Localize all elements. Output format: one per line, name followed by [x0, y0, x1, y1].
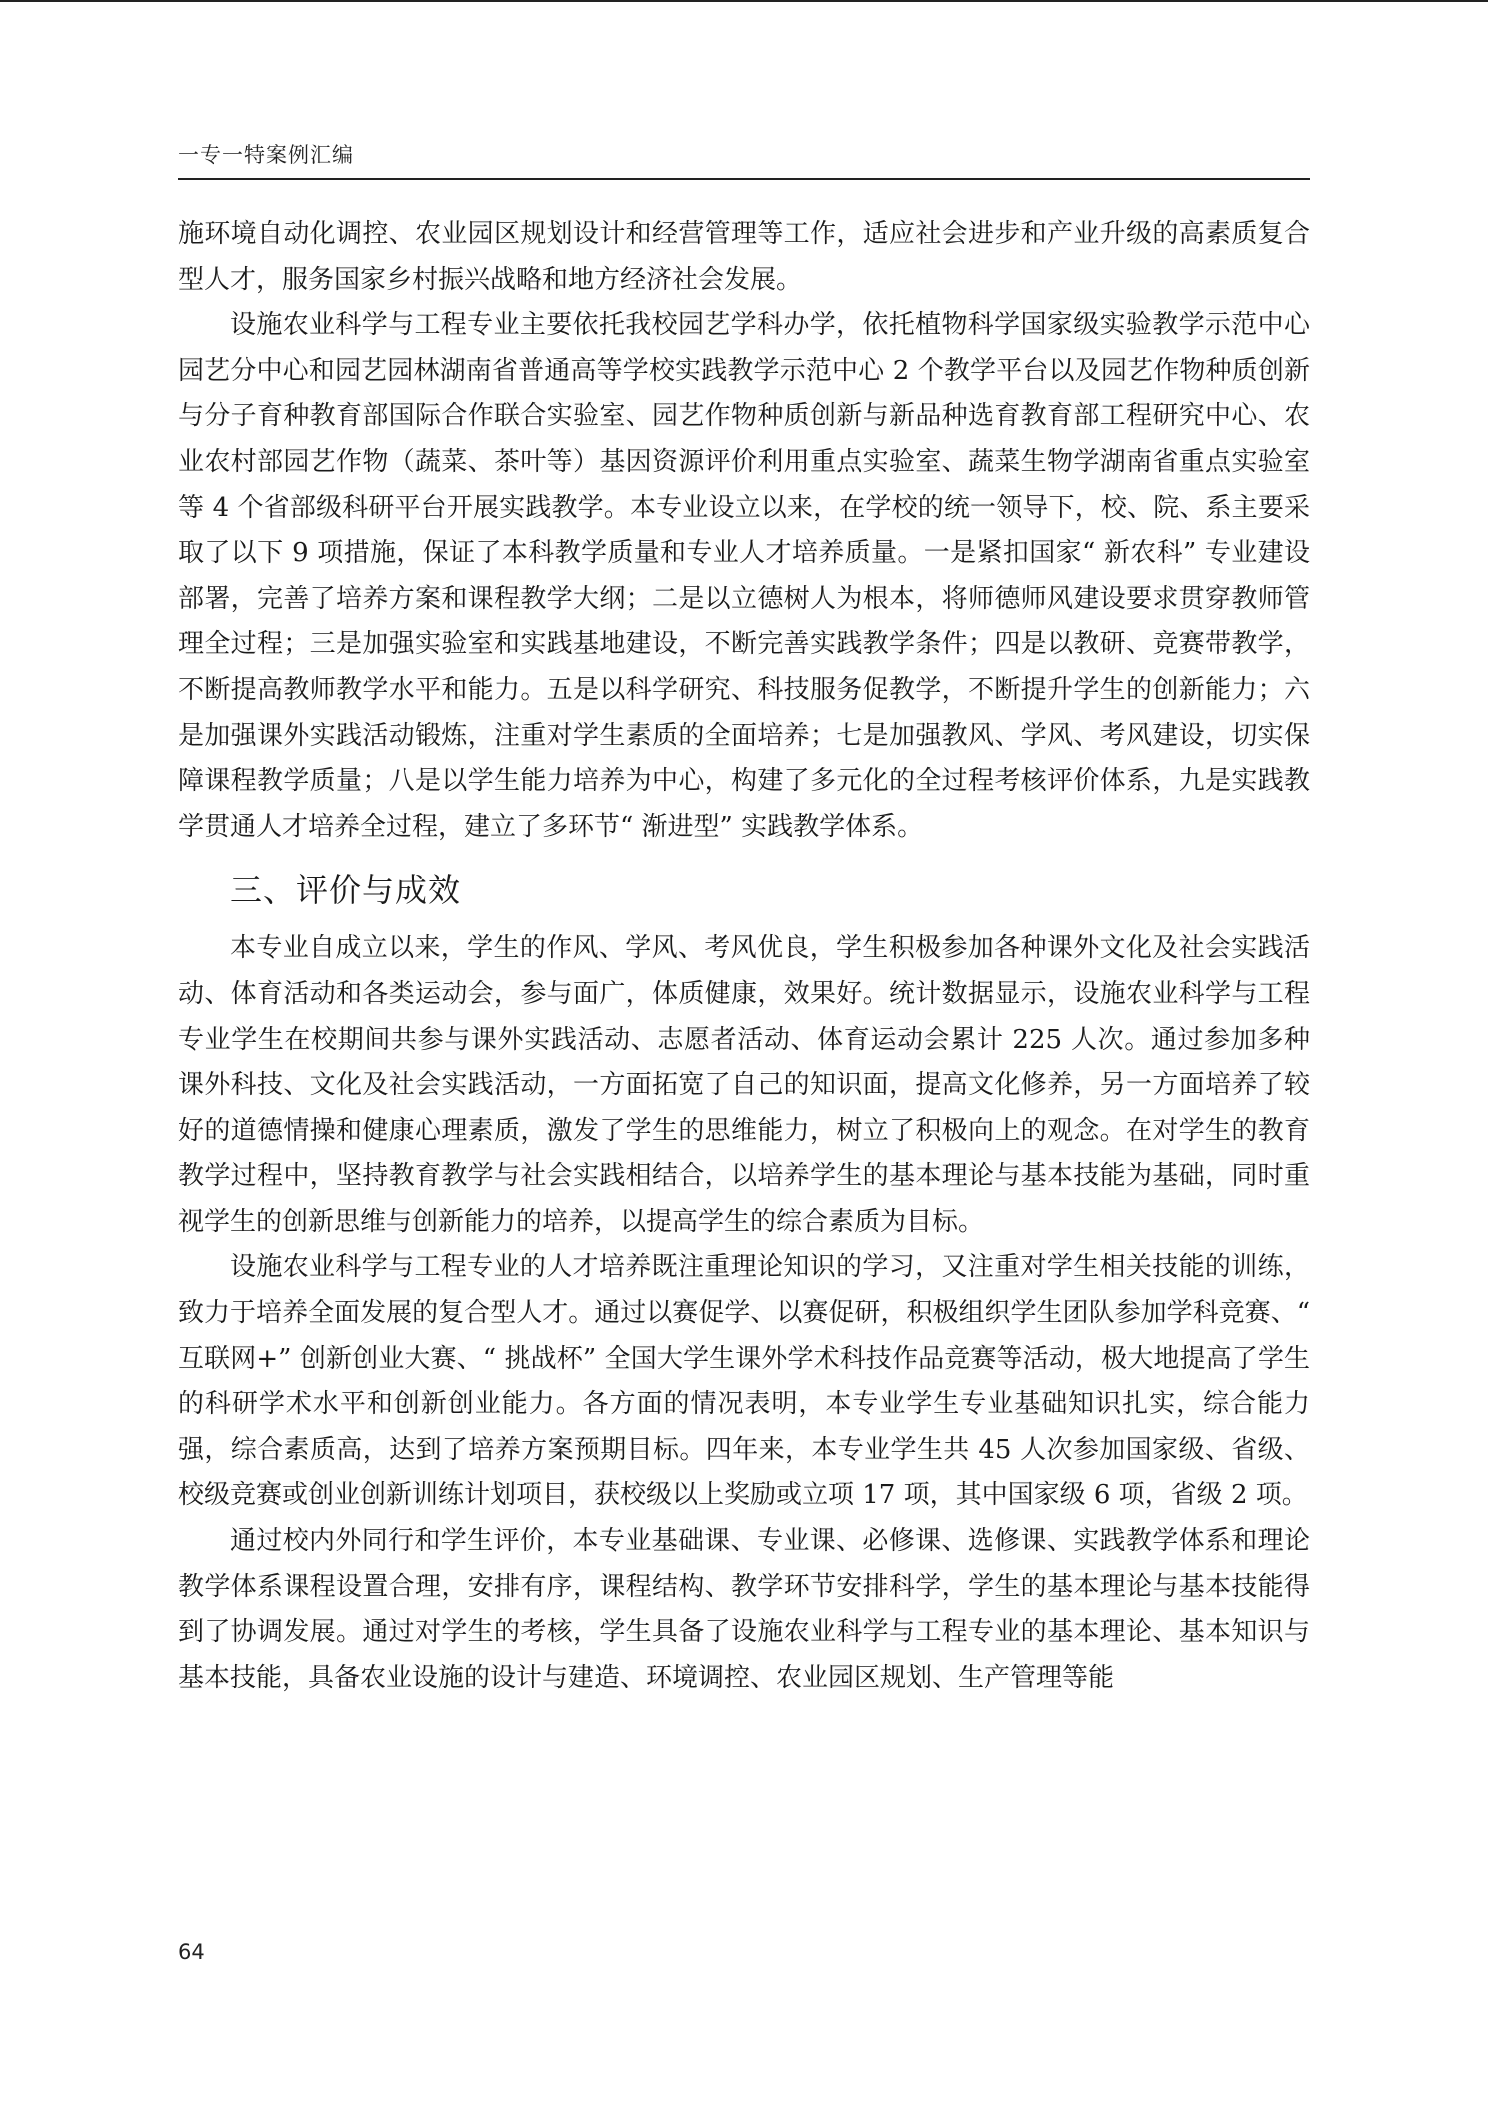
top-border-rule	[0, 0, 1488, 2]
paragraph-student-activities: 本专业自成立以来，学生的作风、学风、考风优良，学生积极参加各种课外文化及社会实践活动、体育活动和各类运动会，参与面广，体质健康，效果好。统计数据显示，设施农业科学与工程专业学生在校期间共参与课外实践活动、志愿者活动、体育运动会累计 225 人次。通过参加多种课外科技、文化及社会实践活动，一方面拓宽了自己的知识面，提高文化修养，另一方面培养了较好的道德情操和健康心理素质，激发了学生的思维能力，树立了积极向上的观念。在对学生的教育教学过程中，坚持教育教学与社会实践相结合，以培养学生的基本理论与基本技能为基础，同时重视学生的创新思维与创新能力的培养，以提高学生的综合素质为目标。	[178, 933, 1310, 1237]
paragraph-continued: 施环境自动化调控、农业园区规划设计和经营管理等工作，适应社会进步和产业升级的高素质复合型人才，服务国家乡村振兴战略和地方经济社会发展。	[178, 219, 1310, 295]
page-number: 64	[178, 1940, 205, 1964]
body-text	[178, 212, 1310, 1701]
paragraph-practice-platforms: 设施农业科学与工程专业主要依托我校园艺学科办学，依托植物科学国家级实验教学示范中心园艺分中心和园艺园林湖南省普通高等学校实践教学示范中心 2 个教学平台以及园艺作物种质创新与分子育种教育部国际合作联合实验室、园艺作物种质创新与新品种选育教育部工程研究中心、农业农村部园艺作物（蔬菜、茶叶等）基因资源评价利用重点实验室、蔬菜生物学湖南省重点实验室等 4 个省部级科研平台开展实践教学。本专业设立以来，在学校的统一领导下，校、院、系主要采取了以下 9 项措施，保证了本科教学质量和专业人才培养质量。一是紧扣国家“ 新农科” 专业建设部署，完善了培养方案和课程教学大纲；二是以立德树人为根本，将师德师风建设要求贯穿教师管理全过程；三是加强实验室和实践基地建设，不断完善实践教学条件；四是以教研、竞赛带教学，不断提高教师教学水平和能力。五是以科学研究、科技服务促教学，不断提升学生的创新能力；六是加强课外实践活动锻炼，注重对学生素质的全面培养；七是加强教风、学风、考风建设，切实保障课程教学质量；八是以学生能力培养为中心，构建了多元化的全过程考核评价体系，九是实践教学贯通人才培养全过程，建立了多环节“ 渐进型” 实践教学体系。	[178, 310, 1310, 842]
paragraph-talent-cultivation: 设施农业科学与工程专业的人才培养既注重理论知识的学习，又注重对学生相关技能的训练，致力于培养全面发展的复合型人才。通过以赛促学、以赛促研，积极组织学生团队参加学科竞赛、“ 互联网+” 创新创业大赛、“ 挑战杯” 全国大学生课外学术科技作品竞赛等活动，极大地提高了学生的科研学术水平和创新创业能力。各方面的情况表明，本专业学生专业基础知识扎实，综合能力强，综合素质高，达到了培养方案预期目标。四年来，本专业学生共 45 人次参加国家级、省级、校级竞赛或创业创新训练计划项目，获校级以上奖励或立项 17 项，其中国家级 6 项，省级 2 项。	[178, 1252, 1310, 1511]
paragraph-evaluation: 通过校内外同行和学生评价，本专业基础课、专业课、必修课、选修课、实践教学体系和理论教学体系课程设置合理，安排有序，课程结构、教学环节安排科学，学生的基本理论与基本技能得到了协调发展。通过对学生的考核，学生具备了设施农业科学与工程专业的基本理论、基本知识与基本技能，具备农业设施的设计与建造、环境调控、农业园区规划、生产管理等能	[178, 1526, 1310, 1693]
section-heading: 三、评价与成效	[230, 871, 462, 910]
running-head: 一专一特案例汇编	[178, 140, 1310, 180]
